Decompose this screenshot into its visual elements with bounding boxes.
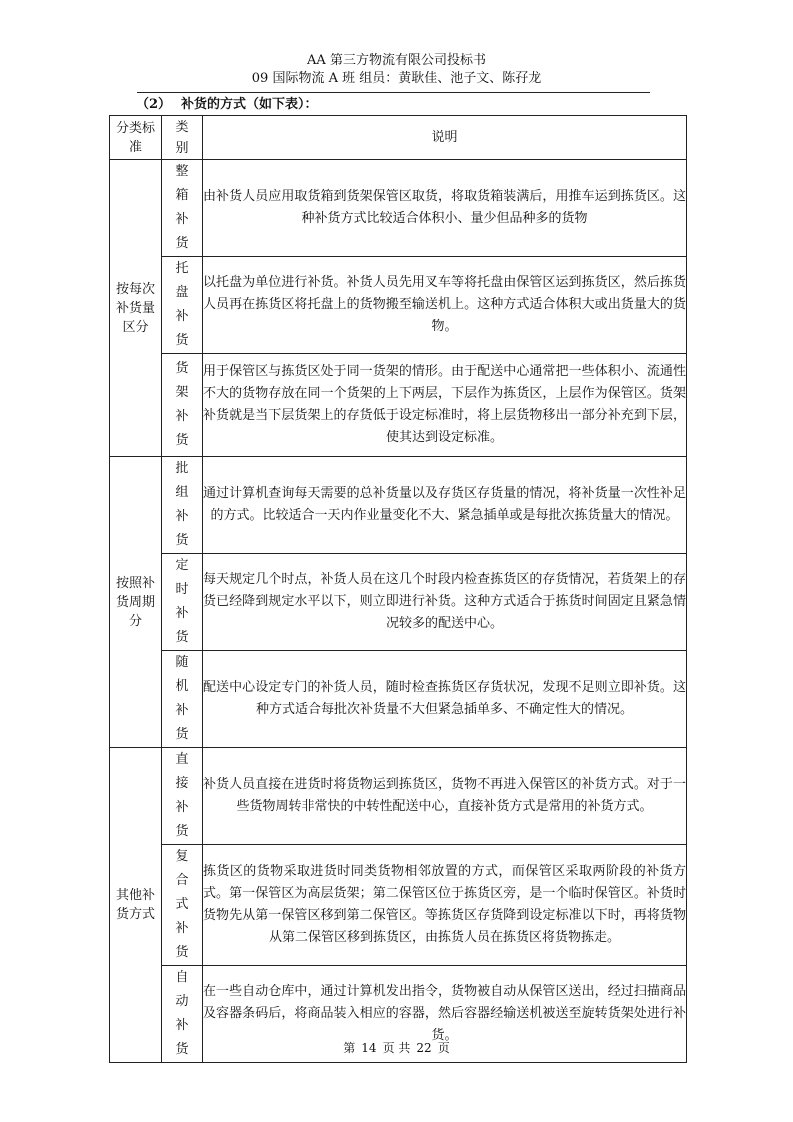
page-total: 22	[416, 1041, 432, 1055]
table-row	[110, 748, 687, 845]
document-header	[0, 52, 793, 88]
type-cell: 定时补货	[162, 554, 203, 651]
description-cell: 每天规定几个时点，补货人员在这几个时段内检查拣货区的存货情况，若货架上的存货已经降到规定水平以下，则立即进行补货。这种方式适合于拣货时间固定且紧急情况较多的配送中心。	[203, 554, 687, 651]
type-cell: 复合式补货	[162, 845, 203, 966]
category-by-cycle: 按照补货周期分	[110, 457, 162, 748]
type-cell: 整箱补货	[162, 160, 203, 257]
description-cell: 配送中心设定专门的补货人员，随时检查拣货区存货状况，发现不足则立即补货。这种方式适合每批次补货量不大但紧急插单多、不确定性大的情况。	[203, 651, 687, 748]
table-row	[110, 845, 687, 966]
page-label: 第	[343, 1041, 356, 1055]
description-cell: 补货人员直接在进货时将货物运到拣货区，货物不再进入保管区的补货方式。对于一些货物周转非常快的中转性配送中心，直接补货方式是常用的补货方式。	[203, 748, 687, 845]
description-cell: 通过计算机查询每天需要的总补货量以及存货区存货量的情况，将补货量一次性补足的方式。比较适合一天内作业量变化不大、紧急插单或是每批次拣货量大的情况。	[203, 457, 687, 554]
header-type: 类别	[162, 116, 203, 160]
page-footer	[0, 1040, 793, 1056]
type-cell: 托盘补货	[162, 257, 203, 354]
table-row	[110, 160, 687, 257]
section-heading: 补货的方式（如下表）：	[181, 97, 318, 112]
header-category: 分类标准	[110, 116, 162, 160]
type-cell: 货架补货	[162, 354, 203, 457]
category-other: 其他补货方式	[110, 748, 162, 1063]
header-divider	[137, 92, 650, 93]
header-class-members: 09 国际物流 A 班 组员：黄耿佳、池子文、陈孖龙	[251, 71, 542, 86]
category-by-quantity: 按每次补货量区分	[110, 160, 162, 457]
page-suffix: 页	[437, 1041, 450, 1055]
type-cell: 自动补货	[162, 966, 203, 1063]
header-description: 说明	[203, 116, 687, 160]
description-cell: 以托盘为单位进行补货。补货人员先用叉车等将托盘由保管区运到拣货区，然后拣货人员再在拣货区将托盘上的货物搬至输送机上。这种方式适合体积大或出货量大的货物。	[203, 257, 687, 354]
table-row	[110, 457, 687, 554]
description-cell: 在一些自动仓库中，通过计算机发出指令，货物被自动从保管区送出，经过扫描商品及容器条码后，将商品装入相应的容器，然后容器经输送机被送至旋转货架处进行补货。	[203, 966, 687, 1063]
header-company-title: AA 第三方物流有限公司投标书	[307, 53, 486, 68]
section-title	[136, 96, 318, 114]
table-row	[110, 257, 687, 354]
type-cell: 直接补货	[162, 748, 203, 845]
type-cell: 随机补货	[162, 651, 203, 748]
description-cell: 由补货人员应用取货箱到货架保管区取货，将取货箱装满后，用推车运到拣货区。这种补货方式比较适合体积小、量少但品种多的货物	[203, 160, 687, 257]
table-row	[110, 354, 687, 457]
table-header-row	[110, 116, 687, 160]
description-cell: 拣货区的货物采取进货时同类货物相邻放置的方式，而保管区采取两阶段的补货方式。第一保管区为高层货架；第二保管区位于拣货区旁，是一个临时保管区。补货时货物先从第一保管区移到第二保管区。等拣货区存货降到设定标准以下时，再将货物从第二保管区移到拣货区，由拣货人员在拣货区将货物拣走。	[203, 845, 687, 966]
table-row	[110, 651, 687, 748]
replenishment-methods-table	[109, 115, 687, 1063]
section-number: （2）	[136, 97, 172, 112]
page-mid: 页 共	[382, 1041, 411, 1055]
table-row	[110, 554, 687, 651]
type-cell: 批组补货	[162, 457, 203, 554]
description-cell: 用于保管区与拣货区处于同一货架的情形。由于配送中心通常把一些体积小、流通性不大的货物存放在同一个货架的上下两层，下层作为拣货区，上层作为保管区。货架补货就是当下层货架上的存货低于设定标准时，将上层货物移出一部分补充到下层，使其达到设定标准。	[203, 354, 687, 457]
page-current: 14	[361, 1041, 377, 1055]
